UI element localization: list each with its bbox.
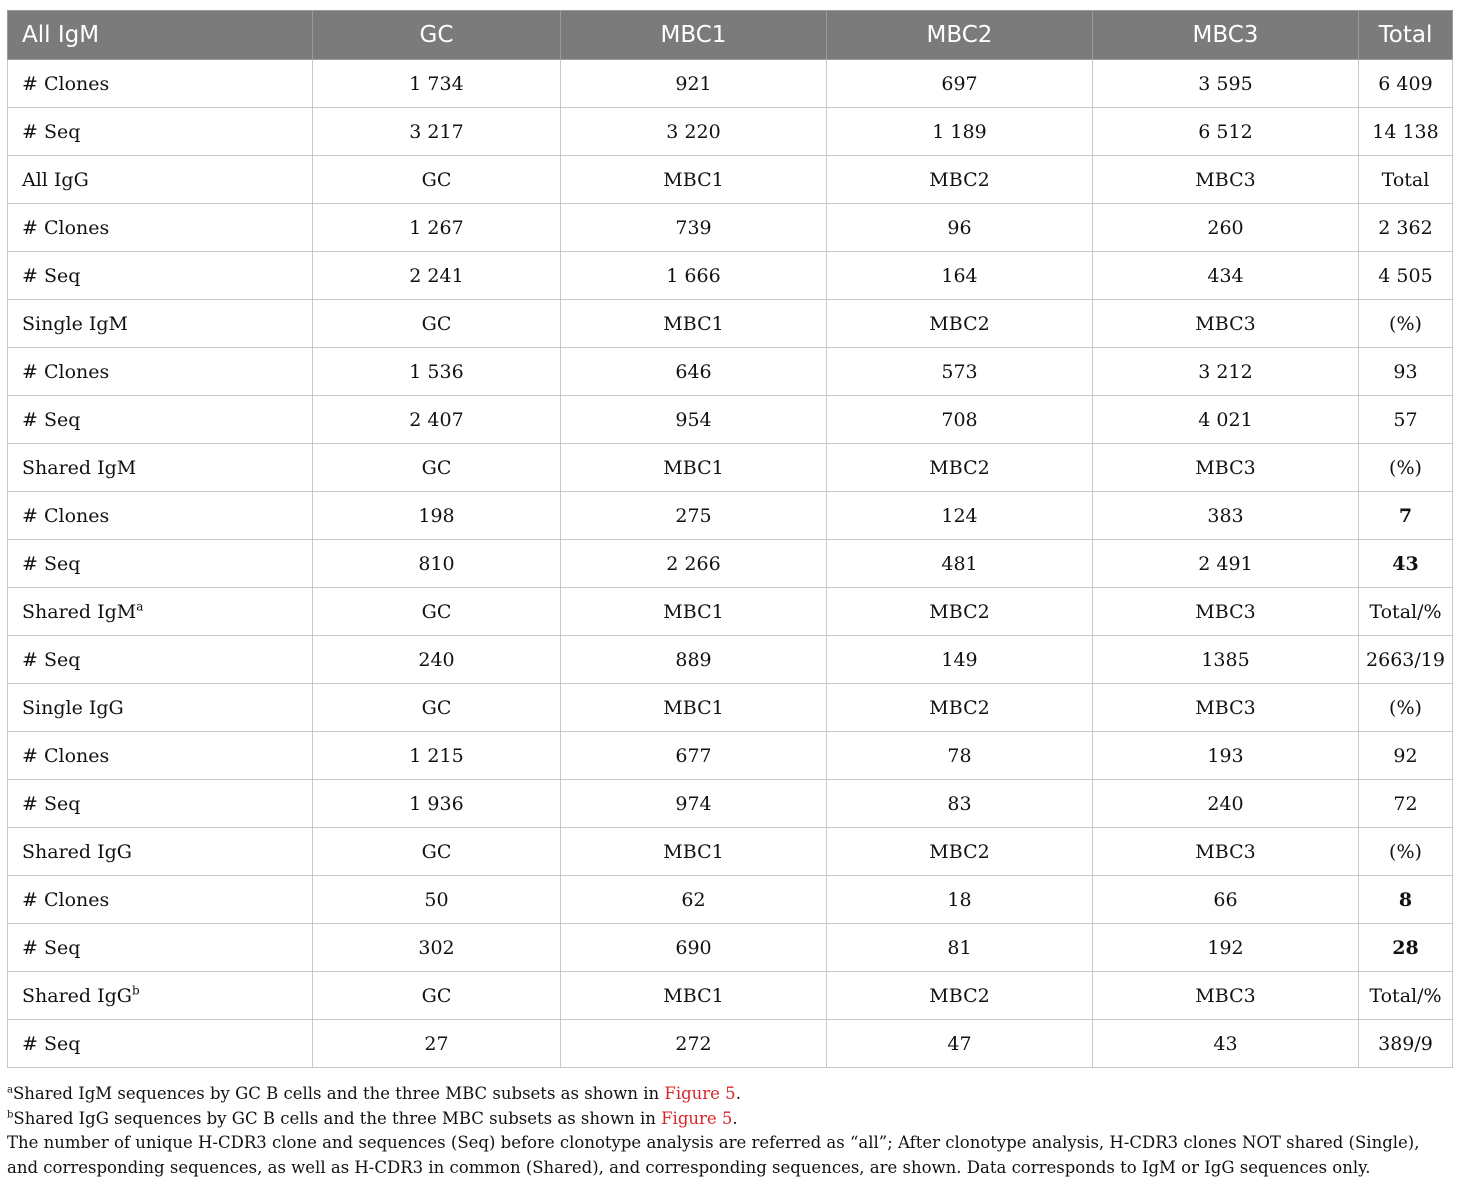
table-cell (561, 348, 827, 396)
table-cell (1359, 588, 1453, 636)
table-cell (827, 780, 1093, 828)
table-cell (313, 492, 561, 540)
footnote-text: Shared IgG sequences by GC B cells and the three MBC subsets as shown in (13, 1108, 662, 1128)
cell-text: MBC2 (929, 168, 990, 191)
cell-text: # Seq (22, 408, 81, 431)
row-label-cell (8, 300, 313, 348)
table-cell (313, 60, 561, 108)
table-cell (827, 972, 1093, 1020)
table-cell (561, 492, 827, 540)
table-cell (313, 444, 561, 492)
cell-text: All IgG (22, 168, 89, 191)
cell-text: MBC1 (663, 984, 724, 1007)
cell-text: # Seq (22, 264, 81, 287)
figure-link[interactable]: Figure 5 (661, 1108, 733, 1128)
table-cell (827, 636, 1093, 684)
cell-text: MBC3 (1195, 984, 1256, 1007)
table-cell (827, 1020, 1093, 1068)
table-row (8, 588, 1453, 636)
table-cell (313, 972, 561, 1020)
cell-text: # Clones (22, 216, 110, 239)
table-cell (313, 156, 561, 204)
cell-text: 93 (1393, 360, 1418, 383)
cell-text: GC (421, 168, 452, 191)
table-cell (1093, 924, 1359, 972)
cell-text: 149 (941, 648, 978, 671)
table-cell (827, 732, 1093, 780)
cell-text: 2 407 (409, 408, 464, 431)
cell-text: Single IgG (22, 696, 124, 719)
table-cell (1093, 972, 1359, 1020)
cell-text: 1 666 (666, 264, 721, 287)
table-cell (1093, 828, 1359, 876)
cell-text: 124 (941, 504, 978, 527)
table-cell (561, 924, 827, 972)
cell-text: (%) (1389, 840, 1422, 863)
cell-text: 3 595 (1198, 72, 1253, 95)
cell-text: 240 (418, 648, 455, 671)
row-label-cell (8, 444, 313, 492)
row-label-cell (8, 108, 313, 156)
footnote-text: Shared IgM sequences by GC B cells and the three MBC subsets as shown in (12, 1084, 665, 1103)
table-cell (1359, 876, 1453, 924)
row-label-cell (8, 684, 313, 732)
cell-text: 708 (941, 408, 978, 431)
table-cell (313, 924, 561, 972)
table-cell (1359, 252, 1453, 300)
table-cell (827, 828, 1093, 876)
table-cell (827, 588, 1093, 636)
table-cell (561, 540, 827, 588)
cell-text: 2663/19 (1366, 648, 1445, 671)
footnote-mark: b (7, 1109, 14, 1120)
cell-text: 974 (675, 792, 712, 815)
table-cell (1359, 156, 1453, 204)
cell-text: 389/9 (1378, 1032, 1433, 1055)
cell-text: Shared IgG (22, 984, 132, 1007)
table-cell (561, 204, 827, 252)
table-row (8, 924, 1453, 972)
cell-text: 921 (675, 72, 712, 95)
table-cell (561, 60, 827, 108)
table-cell (1359, 492, 1453, 540)
table-cell (1093, 60, 1359, 108)
cell-text: GC (421, 456, 452, 479)
cell-text: 192 (1207, 936, 1244, 959)
table-cell (827, 876, 1093, 924)
table-cell (313, 348, 561, 396)
table-row (8, 204, 1453, 252)
cell-text: 3 217 (409, 120, 464, 143)
table-cell (561, 444, 827, 492)
table-container (7, 10, 1452, 1068)
cell-text: # Clones (22, 744, 110, 767)
table-cell (313, 828, 561, 876)
table-cell (1359, 396, 1453, 444)
table-cell (561, 396, 827, 444)
row-label-cell (8, 204, 313, 252)
cell-text: 1 734 (409, 72, 464, 95)
table-cell (313, 732, 561, 780)
table-row (8, 780, 1453, 828)
table-cell (1093, 684, 1359, 732)
header-cell: MBC2 (827, 11, 1093, 60)
cell-text: MBC2 (929, 984, 990, 1007)
table-cell (827, 156, 1093, 204)
cell-text: MBC3 (1195, 456, 1256, 479)
table-cell (1093, 156, 1359, 204)
table-cell (561, 684, 827, 732)
table-header (8, 11, 1453, 60)
cell-text: 954 (675, 408, 712, 431)
table-cell (561, 732, 827, 780)
table-cell (313, 204, 561, 252)
table-cell (561, 588, 827, 636)
table-cell (561, 156, 827, 204)
cell-text: # Clones (22, 72, 110, 95)
cell-text: # Seq (22, 792, 81, 815)
table-row (8, 252, 1453, 300)
cell-text: GC (421, 840, 452, 863)
table-cell (1093, 492, 1359, 540)
cell-text: 92 (1393, 744, 1418, 767)
cell-text: 4 021 (1198, 408, 1253, 431)
cell-text: GC (421, 984, 452, 1007)
cell-text: 62 (681, 888, 706, 911)
clonotype-table (7, 10, 1453, 1068)
row-label-cell (8, 60, 313, 108)
cell-text: # Seq (22, 936, 81, 959)
row-label-cell (8, 492, 313, 540)
footnote-mark: a (7, 1084, 13, 1096)
cell-text: # Seq (22, 120, 81, 143)
cell-text: MBC1 (663, 456, 724, 479)
table-cell (1359, 444, 1453, 492)
cell-text: 83 (947, 792, 972, 815)
table-cell (313, 780, 561, 828)
table-cell (1359, 540, 1453, 588)
header-cell: All IgM (8, 11, 313, 60)
cell-text: MBC2 (929, 696, 990, 719)
cell-text: 28 (1392, 936, 1419, 959)
cell-text: MBC2 (929, 456, 990, 479)
cell-text: 573 (941, 360, 978, 383)
cell-text: (%) (1389, 456, 1422, 479)
table-cell (1093, 732, 1359, 780)
table-cell (1359, 300, 1453, 348)
row-label-cell (8, 156, 313, 204)
table-cell (561, 876, 827, 924)
table-cell (313, 396, 561, 444)
row-label-cell (8, 636, 313, 684)
cell-text: 383 (1207, 504, 1244, 527)
cell-text: MBC2 (929, 600, 990, 623)
header-cell: Total (1359, 11, 1453, 60)
table-cell (561, 1020, 827, 1068)
cell-text: 272 (675, 1032, 712, 1055)
footnote-end: . (735, 1084, 741, 1103)
cell-text: (%) (1389, 312, 1422, 335)
table-cell (1093, 636, 1359, 684)
row-label-cell (8, 924, 313, 972)
table-cell (1359, 348, 1453, 396)
table-cell (1359, 1020, 1453, 1068)
cell-text: MBC3 (1195, 840, 1256, 863)
table-cell (1093, 348, 1359, 396)
cell-text: 260 (1207, 216, 1244, 239)
row-label-cell (8, 348, 313, 396)
table-row (8, 444, 1453, 492)
table-cell (561, 636, 827, 684)
cell-text: Total/% (1369, 600, 1442, 623)
cell-text: 889 (675, 648, 712, 671)
table-cell (827, 924, 1093, 972)
cell-text: 1 536 (409, 360, 464, 383)
row-label-cell (8, 876, 313, 924)
cell-text: 4 505 (1378, 264, 1433, 287)
table-cell (561, 780, 827, 828)
cell-text: MBC1 (663, 696, 724, 719)
cell-text: # Clones (22, 504, 110, 527)
table-row (8, 1020, 1453, 1068)
cell-text: 7 (1398, 504, 1413, 527)
cell-text: 2 266 (666, 552, 721, 575)
table-row (8, 396, 1453, 444)
cell-text: Shared IgG (22, 840, 132, 863)
table-cell (313, 636, 561, 684)
cell-text: 66 (1213, 888, 1238, 911)
cell-text: MBC3 (1195, 600, 1256, 623)
footnote-end: . (732, 1108, 738, 1128)
table-cell (313, 876, 561, 924)
table-cell (827, 204, 1093, 252)
cell-text: # Seq (22, 648, 81, 671)
table-cell (827, 444, 1093, 492)
table-cell (313, 1020, 561, 1068)
row-label-cell (8, 972, 313, 1020)
header-cell: MBC3 (1093, 11, 1359, 60)
cell-text: Shared IgM (22, 456, 137, 479)
cell-text: 1 215 (409, 744, 464, 767)
table-cell (313, 300, 561, 348)
table-cell (827, 108, 1093, 156)
cell-text: MBC1 (663, 312, 724, 335)
table-cell (827, 492, 1093, 540)
table-cell (1359, 780, 1453, 828)
cell-text: GC (421, 696, 452, 719)
table-cell (1093, 300, 1359, 348)
table-cell (313, 540, 561, 588)
table-cell (1093, 876, 1359, 924)
cell-text: 27 (424, 1032, 449, 1055)
row-label-cell (8, 1020, 313, 1068)
table-cell (1359, 828, 1453, 876)
cell-text: 8 (1398, 888, 1413, 911)
cell-text: 739 (675, 216, 712, 239)
cell-text: 43 (1392, 552, 1419, 575)
table-cell (561, 252, 827, 300)
cell-text: Shared IgM (22, 600, 137, 623)
table-cell (313, 684, 561, 732)
cell-text: GC (421, 600, 452, 623)
cell-text: 3 212 (1198, 360, 1253, 383)
table-cell (561, 972, 827, 1020)
cell-text: 1 267 (409, 216, 464, 239)
cell-text: (%) (1389, 696, 1422, 719)
table-cell (1359, 108, 1453, 156)
cell-text: 690 (675, 936, 712, 959)
cell-text: MBC1 (663, 600, 724, 623)
table-cell (1359, 684, 1453, 732)
cell-text: 6 512 (1198, 120, 1253, 143)
cell-text: MBC3 (1195, 312, 1256, 335)
table-cell (1359, 204, 1453, 252)
cell-text: 275 (675, 504, 712, 527)
cell-text: # Clones (22, 360, 110, 383)
table-cell (827, 60, 1093, 108)
table-row (8, 108, 1453, 156)
cell-text: 6 409 (1378, 72, 1433, 95)
cell-text: 646 (675, 360, 712, 383)
table-cell (1093, 1020, 1359, 1068)
table-row (8, 60, 1453, 108)
cell-text: 18 (947, 888, 972, 911)
table-row (8, 684, 1453, 732)
table-body (8, 60, 1453, 1068)
footnote-mark: b (131, 983, 140, 998)
cell-text: 677 (675, 744, 712, 767)
cell-text: 2 491 (1198, 552, 1253, 575)
table-row (8, 348, 1453, 396)
cell-text: MBC1 (663, 840, 724, 863)
cell-text: # Clones (22, 888, 110, 911)
cell-text: 47 (947, 1032, 972, 1055)
table-cell (1093, 204, 1359, 252)
cell-text: GC (421, 312, 452, 335)
table-cell (561, 828, 827, 876)
table-cell (1359, 60, 1453, 108)
table-row (8, 972, 1453, 1020)
cell-text: 50 (424, 888, 449, 911)
header-row (8, 11, 1453, 60)
table-cell (1093, 444, 1359, 492)
cell-text: 198 (418, 504, 455, 527)
table-row (8, 300, 1453, 348)
table-cell (1093, 108, 1359, 156)
cell-text: 43 (1213, 1032, 1238, 1055)
cell-text: 2 241 (409, 264, 464, 287)
table-cell (1093, 396, 1359, 444)
table-cell (827, 684, 1093, 732)
footnote-a (7, 1082, 1452, 1107)
cell-text: 1 936 (409, 792, 464, 815)
row-label-cell (8, 588, 313, 636)
cell-text: 72 (1393, 792, 1418, 815)
cell-text: MBC2 (929, 312, 990, 335)
table-cell (1359, 636, 1453, 684)
cell-text: 302 (418, 936, 455, 959)
table-cell (313, 588, 561, 636)
cell-text: 810 (418, 552, 455, 575)
table-cell (1093, 588, 1359, 636)
cell-text: Single IgM (22, 312, 128, 335)
cell-text: 57 (1393, 408, 1418, 431)
cell-text: 240 (1207, 792, 1244, 815)
cell-text: MBC2 (929, 840, 990, 863)
row-label-cell (8, 396, 313, 444)
cell-text: MBC3 (1195, 168, 1256, 191)
table-cell (827, 540, 1093, 588)
table-cell (827, 252, 1093, 300)
table-cell (313, 252, 561, 300)
table-cell (561, 300, 827, 348)
table-cell (561, 108, 827, 156)
table-cell (313, 108, 561, 156)
table-cell (1359, 972, 1453, 1020)
table-cell (1093, 540, 1359, 588)
table-cell (827, 300, 1093, 348)
header-cell: MBC1 (561, 11, 827, 60)
cell-text: 96 (947, 216, 972, 239)
cell-text: 14 138 (1372, 120, 1439, 143)
table-row (8, 156, 1453, 204)
cell-text: 193 (1207, 744, 1244, 767)
cell-text: MBC3 (1195, 696, 1256, 719)
cell-text: 697 (941, 72, 978, 95)
row-label-cell (8, 540, 313, 588)
row-label-cell (8, 780, 313, 828)
cell-text: Total/% (1369, 984, 1442, 1007)
table-row (8, 828, 1453, 876)
table-row (8, 876, 1453, 924)
table-cell (1359, 924, 1453, 972)
cell-text: 1 189 (932, 120, 987, 143)
table-row (8, 732, 1453, 780)
cell-text: 1385 (1201, 648, 1250, 671)
table-cell (827, 348, 1093, 396)
header-cell: GC (313, 11, 561, 60)
cell-text: 434 (1207, 264, 1244, 287)
table-row (8, 636, 1453, 684)
table-row (8, 540, 1453, 588)
table-row (8, 492, 1453, 540)
cell-text: 481 (941, 552, 978, 575)
table-cell (827, 396, 1093, 444)
footnote-general: The number of unique H-CDR3 clone and sequences (Seq) before clonotype analysis are referred as “all”; After clonotype analysis, H-CDR3 clones NOT shared (Single), and corresponding sequences, as well as H-CDR3 in common (Shared), and corresponding sequences, are shown. Data corresponds to IgM or IgG sequences only. (7, 1133, 1420, 1177)
cell-text: 3 220 (666, 120, 721, 143)
cell-text: Total (1381, 168, 1430, 191)
footnote-mark: a (136, 599, 144, 614)
cell-text: 2 362 (1378, 216, 1433, 239)
figure-link[interactable]: Figure 5 (664, 1084, 736, 1103)
row-label-cell (8, 252, 313, 300)
table-cell (1093, 780, 1359, 828)
table-cell (1093, 252, 1359, 300)
table-footnotes (7, 1082, 1452, 1180)
cell-text: 164 (941, 264, 978, 287)
table-cell (1359, 732, 1453, 780)
footnote-b (7, 1107, 1452, 1132)
row-label-cell (8, 732, 313, 780)
cell-text: 78 (947, 744, 972, 767)
cell-text: # Seq (22, 552, 81, 575)
row-label-cell (8, 828, 313, 876)
cell-text: 81 (947, 936, 972, 959)
cell-text: MBC1 (663, 168, 724, 191)
cell-text: # Seq (22, 1032, 81, 1055)
